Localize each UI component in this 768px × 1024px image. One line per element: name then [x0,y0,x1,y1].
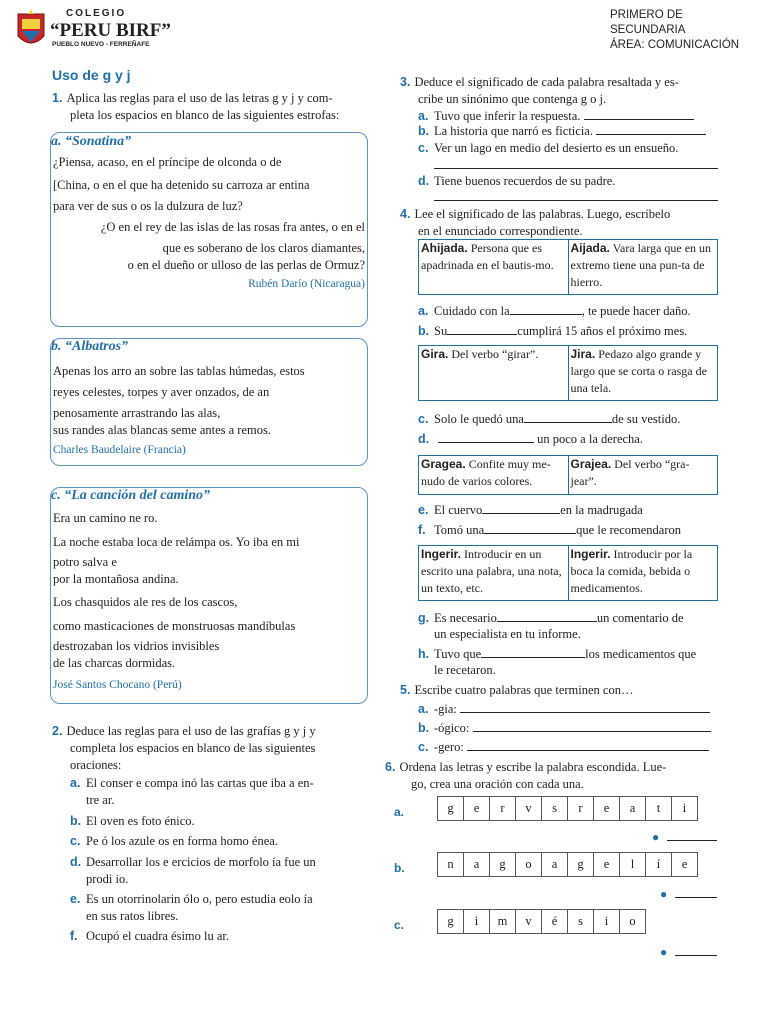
q4-item [418,432,643,447]
item-text: cumplirá 15 años el próximo mes. [517,324,688,338]
school-label: COLEGIO [66,8,127,19]
letter-cell: r [489,796,516,821]
poem-line: para ver de sus o os la dulzura de luz? [53,199,243,213]
poem-line: ¿Piensa, acaso, en el príncipe de olconda o de [53,155,282,169]
item-letter: b. [70,814,82,828]
definition-text: Introducir por la boca la comida, bebida o medicamentos. [570,547,693,595]
letter-cell: g [567,852,594,877]
question-number: 6. [385,760,396,774]
item-letter: h. [418,647,430,661]
letter-cell: i [463,909,490,934]
school-crest-icon [16,10,46,50]
letter-cell: s [567,909,594,934]
letter-cell: i [593,909,620,934]
definition-cell [419,346,569,400]
q5-item [418,702,710,717]
q3-item [418,124,706,139]
q2-item [70,855,316,870]
question-text: Aplica las reglas para el uso de las letras g y j y com- [66,91,333,105]
letter-cell: m [489,909,516,934]
question-number: 5. [400,683,411,697]
question-text: Ordena las letras y escribe la palabra escondida. Lue- [399,760,667,774]
question-text: go, crea una oración con cada una. [411,777,584,791]
bullet-icon: ● [660,887,668,901]
q4-item [418,412,680,427]
poem-box-sonatina [50,132,368,327]
defined-word: Grajea. [570,457,612,471]
question-text: Deduce el significado de cada palabra resaltada y es- [414,75,679,89]
q4-item [418,647,696,662]
letter-cell: v [515,796,542,821]
question-text: Lee el significado de las palabras. Luego, escríbelo [414,207,671,221]
item-text: El cuervo [434,503,483,517]
item-text: -gero: [434,740,464,754]
item-letter: d. [70,855,82,869]
poem-line: Apenas los arro an sobre las tablas húmedas, estos [53,364,305,378]
letter-cell: a [619,796,646,821]
item-text: un comentario de [596,611,684,625]
letter-cell: e [593,852,620,877]
letter-cell: i [671,796,698,821]
item-letter: d. [418,174,430,188]
answer-blank[interactable] [596,124,706,135]
definition-cell [569,240,718,294]
item-letter: c. [418,141,429,155]
area-label: ÁREA: COMUNICACIÓN [610,39,740,51]
answer-row [660,887,717,902]
letter-cell: o [515,852,542,877]
poem-line: Era un camino ne ro. [53,511,158,525]
section-title: Uso de g y j [52,67,131,83]
question-4 [400,206,718,240]
definition-text: Confite muy me-nudo de varios colores. [421,457,551,488]
answer-blank[interactable] [524,412,612,423]
item-letter: f. [70,929,78,943]
poem-author: Rubén Darío (Nicaragua) [248,278,365,290]
letter-cell: g [437,796,464,821]
poem-author: José Santos Chocano (Perú) [53,679,182,691]
q2-item [70,834,278,849]
item-letter: b. [418,721,430,735]
definition-text: Vara larga que en un extremo tiene una pun-ta de hierro. [570,241,712,289]
q3-item [418,109,694,124]
poem-line: sus randes alas blancas seme antes a remos. [53,423,271,437]
answer-row [652,830,717,845]
answer-blank[interactable] [434,190,718,201]
definition-box [418,345,718,401]
poem-line: destrozaban los vidrios invisibles [53,639,220,653]
grade-label: PRIMERO DE SECUNDARIA [610,9,686,36]
question-text: pleta los espacios en blanco de las siguientes estrofas: [70,108,340,122]
item-text: Tuvo que inferir la respuesta. [434,109,581,123]
item-text: Desarrollar los e ercicios de morfolo ía fue un [86,855,316,869]
question-text: Deduce las reglas para el uso de las grafías g y j y [66,724,316,738]
item-letter: c. [70,834,81,848]
item-text: , te puede hacer daño. [581,304,691,318]
definition-cell [419,456,569,494]
definition-cell [569,456,718,494]
definition-box [418,545,718,601]
q4-item [418,324,687,339]
poem-author: Charles Baudelaire (Francia) [53,444,186,456]
poem-line: [China, o en el que ha detenido su carroza ar entina [53,178,310,192]
item-letter: e. [70,892,81,906]
poem-line: como masticaciones de monstruosas mandíbulas [53,619,296,633]
poem-line: potro salva e [53,555,117,569]
item-text: La historia que narró es ficticia. [434,124,593,138]
letter-grid-a [437,796,697,821]
poem-title: b. “Albatros” [51,339,129,354]
defined-word: Gragea. [421,457,466,471]
q3-item [418,141,678,156]
item-text: Ver un lago en medio del desierto es un ensueño. [434,141,679,155]
q2-item [70,892,313,907]
item-letter: b. [418,124,430,138]
answer-blank[interactable] [484,523,576,534]
answer-blank[interactable] [497,611,597,622]
answer-blank[interactable] [467,740,709,751]
question-2 [52,723,370,774]
header-info [610,8,750,53]
item-text: en la madrugada [560,503,643,517]
answer-blank[interactable] [510,304,582,315]
definition-cell [569,546,718,600]
q2-item [70,776,314,791]
letter-cell: s [541,796,568,821]
item-text: Es un otorrinolarin ólo o, pero estudia eolo ía [86,892,313,906]
definition-text: Persona que es apadrinada en el bautis-mo. [421,241,554,272]
item-letter: a. [418,702,429,716]
poem-title: a. “Sonatina” [51,134,132,149]
question-6 [385,759,718,793]
item-text: Tiene buenos recuerdos de su padre. [434,174,616,188]
item-text: que le recomendaron [576,523,681,537]
q4-item [418,503,643,518]
item-text: un poco a la derecha. [537,432,643,446]
item-text: de su vestido. [611,412,681,426]
item-text: -ógico: [434,721,470,735]
defined-word: Gira. [421,347,449,361]
item-text: Su [434,324,448,338]
answer-blank[interactable] [667,830,717,841]
item-text: Ocupó el cuadra ésimo lu ar. [86,929,230,943]
q5-item [418,740,709,755]
item-text: El conser e compa inó las cartas que iba a en- [86,776,314,790]
question-number: 3. [400,75,411,89]
letter-cell: n [437,852,464,877]
poem-title: c. “La canción del camino” [51,488,211,503]
item-text: los medicamentos que [585,647,697,661]
defined-word: Jira. [570,347,596,361]
definition-cell [419,240,569,294]
poem-box-albatros [50,338,368,466]
item-text: Pe ó los azule os en forma homo énea. [86,834,278,848]
item-letter: a. [418,109,429,123]
poem-line: La noche estaba loca de relámpa os. Yo iba en mi [53,535,300,549]
letter-cell: a [541,852,568,877]
q4-item [418,523,681,538]
question-5 [400,682,718,699]
letter-cell: t [645,796,672,821]
q3-item [418,174,615,189]
item-text: Cuidado con la [434,304,510,318]
row-label: b. [394,861,405,875]
letter-cell: í [645,852,672,877]
definition-text: Pedazo algo grande y largo que se corta o rasga de una tela. [570,347,707,395]
item-text: Solo le quedó una [434,412,524,426]
letter-cell: e [671,852,698,877]
letter-cell: o [619,909,646,934]
answer-blank[interactable] [584,109,694,120]
defined-word: Aijada. [570,241,610,255]
item-letter: c. [418,740,429,754]
item-letter: a. [70,776,81,790]
poem-box-cancion-del-camino [50,487,368,704]
letter-cell: g [489,852,516,877]
answer-blank[interactable] [434,158,718,169]
letter-cell: e [593,796,620,821]
letter-cell: v [515,909,542,934]
q4-item [418,304,691,319]
item-letter: e. [418,503,429,517]
item-letter: b. [418,324,430,338]
row-label: a. [394,805,405,819]
question-text: Escribe cuatro palabras que terminen con… [414,683,634,697]
question-3 [400,74,718,108]
answer-blank[interactable] [460,702,710,713]
question-text: oraciones: [70,758,122,772]
definition-text: Del verbo “gra-jear”. [570,457,690,488]
letter-cell: é [541,909,568,934]
q2-item [70,929,229,944]
poem-line: ¿O en el rey de las islas de las rosas fra antes, o en el [100,220,365,234]
question-text: completa los espacios en blanco de las siguientes [70,741,316,755]
bullet-icon: ● [652,830,660,844]
q2-item [70,814,195,829]
item-text: El oven es foto énico. [86,814,195,828]
letter-cell: r [567,796,594,821]
item-text: Tuvo que [434,647,482,661]
item-text: Tomó una [434,523,485,537]
item-letter: c. [418,412,429,426]
question-text: en el enunciado correspondiente. [418,224,583,238]
poem-line: penosamente arrastrando las alas, [53,406,221,420]
q2-item-cont: prodi io. [86,872,129,886]
definition-box [418,239,718,295]
poem-line: Los chasquidos ale res de los cascos, [53,595,238,609]
q4-item-cont: un especialista en tu informe. [434,627,581,641]
answer-blank[interactable] [438,432,534,443]
item-letter: f. [418,523,426,537]
question-number: 2. [52,724,63,738]
poem-line: o en el dueño or ulloso de las perlas de Ormuz? [127,258,365,272]
defined-word: Ingerir. [421,547,462,561]
poem-line: de las charcas dormidas. [53,656,176,670]
poem-line: reyes celestes, torpes y aver onzados, de an [53,385,270,399]
letter-cell: l [619,852,646,877]
poem-line: que es soberano de los claros diamantes, [162,241,365,255]
letter-cell: a [463,852,490,877]
letter-grid-c [437,909,645,934]
defined-word: Ingerir. [570,547,611,561]
letter-cell: g [437,909,464,934]
poem-line: por la montañosa andina. [53,572,179,586]
answer-blank[interactable] [473,721,711,732]
definition-cell [419,546,569,600]
item-text: Es necesario [434,611,497,625]
definition-text: Introducir en un escrito una palabra, una nota, un texto, etc. [421,547,562,595]
definition-cell [569,346,718,400]
definition-text: Del verbo “girar”. [451,347,539,361]
question-1 [52,90,370,124]
question-number: 1. [52,91,63,105]
letter-cell: e [463,796,490,821]
item-letter: d. [418,432,430,446]
q4-item [418,611,684,626]
q4-item-cont: le recetaron. [434,663,496,677]
item-text: -gia: [434,702,457,716]
question-number: 4. [400,207,411,221]
q2-item-cont: en sus ratos libres. [86,909,179,923]
definition-box [418,455,718,495]
answer-row [660,945,717,960]
item-letter: g. [418,611,430,625]
answer-blank[interactable] [447,324,517,335]
bullet-icon: ● [660,945,668,959]
item-letter: a. [418,304,429,318]
school-name: “PERU BIRF” [50,20,171,41]
school-location: PUEBLO NUEVO - FERREÑAFE [52,41,150,48]
answer-blank[interactable] [482,503,560,514]
question-text: cribe un sinónimo que contenga g o j. [418,92,607,106]
answer-blank[interactable] [675,887,717,898]
answer-blank[interactable] [675,945,717,956]
defined-word: Ahijada. [421,241,468,255]
q2-item-cont: tre ar. [86,793,115,807]
letter-grid-b [437,852,697,877]
q5-item [418,721,711,736]
row-label: c. [394,918,405,932]
answer-blank[interactable] [481,647,585,658]
